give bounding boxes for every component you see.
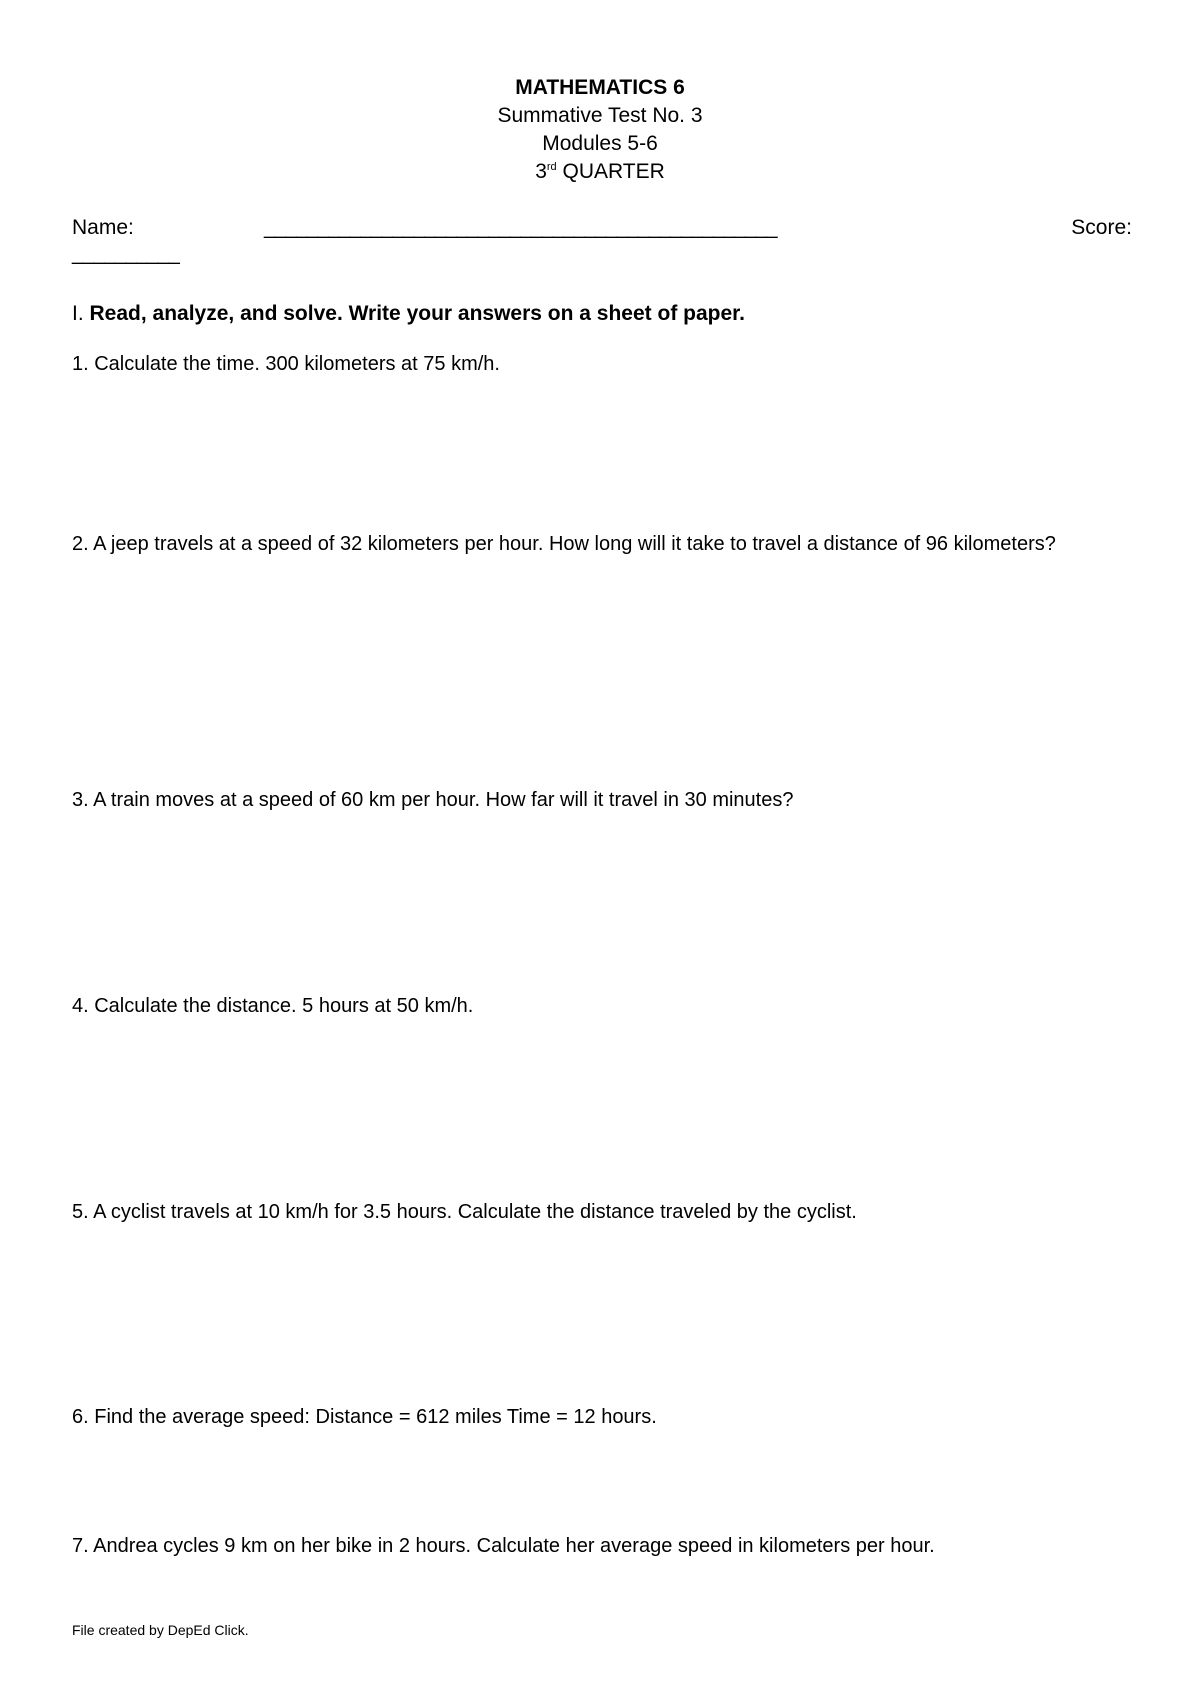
test-subtitle: Summative Test No. 3 xyxy=(497,104,703,127)
name-blank: ________________________________________________ xyxy=(264,216,777,239)
question-1: 1. Calculate the time. 300 kilometers at 75 km/h. xyxy=(72,353,500,375)
question-5: 5. A cyclist travels at 10 km/h for 3.5 hours. Calculate the distance traveled by the cyclist. xyxy=(72,1201,857,1223)
quarter-label xyxy=(0,158,1200,186)
quarter-ordinal: rd xyxy=(546,161,557,173)
question-6: 6. Find the average speed: Distance = 612 miles Time = 12 hours. xyxy=(72,1406,657,1428)
question-4: 4. Calculate the distance. 5 hours at 50 km/h. xyxy=(72,995,474,1017)
question-7: 7. Andrea cycles 9 km on her bike in 2 hours. Calculate her average speed in kilometers per hour. xyxy=(72,1535,935,1557)
document-header xyxy=(0,74,1200,186)
instruction-text: Read, analyze, and solve. Write your answers on a sheet of paper. xyxy=(83,302,746,325)
quarter-number: 3 xyxy=(535,160,547,183)
score-blank: __________ xyxy=(72,242,179,265)
question-2: 2. A jeep travels at a speed of 32 kilometers per hour. How long will it take to travel a distance of 96 kilometers? xyxy=(72,533,1056,555)
quarter-text: QUARTER xyxy=(556,160,665,183)
section-instruction xyxy=(72,300,745,328)
name-label: Name: xyxy=(72,216,134,239)
section-numeral: I. xyxy=(72,302,84,325)
score-label: Score: xyxy=(1071,216,1132,239)
document-title: MATHEMATICS 6 xyxy=(515,76,685,99)
question-3: 3. A train moves at a speed of 60 km per hour. How far will it travel in 30 minutes? xyxy=(72,789,794,811)
modules-label: Modules 5-6 xyxy=(542,132,658,155)
footer-credit: File created by DepEd Click. xyxy=(72,1622,249,1638)
